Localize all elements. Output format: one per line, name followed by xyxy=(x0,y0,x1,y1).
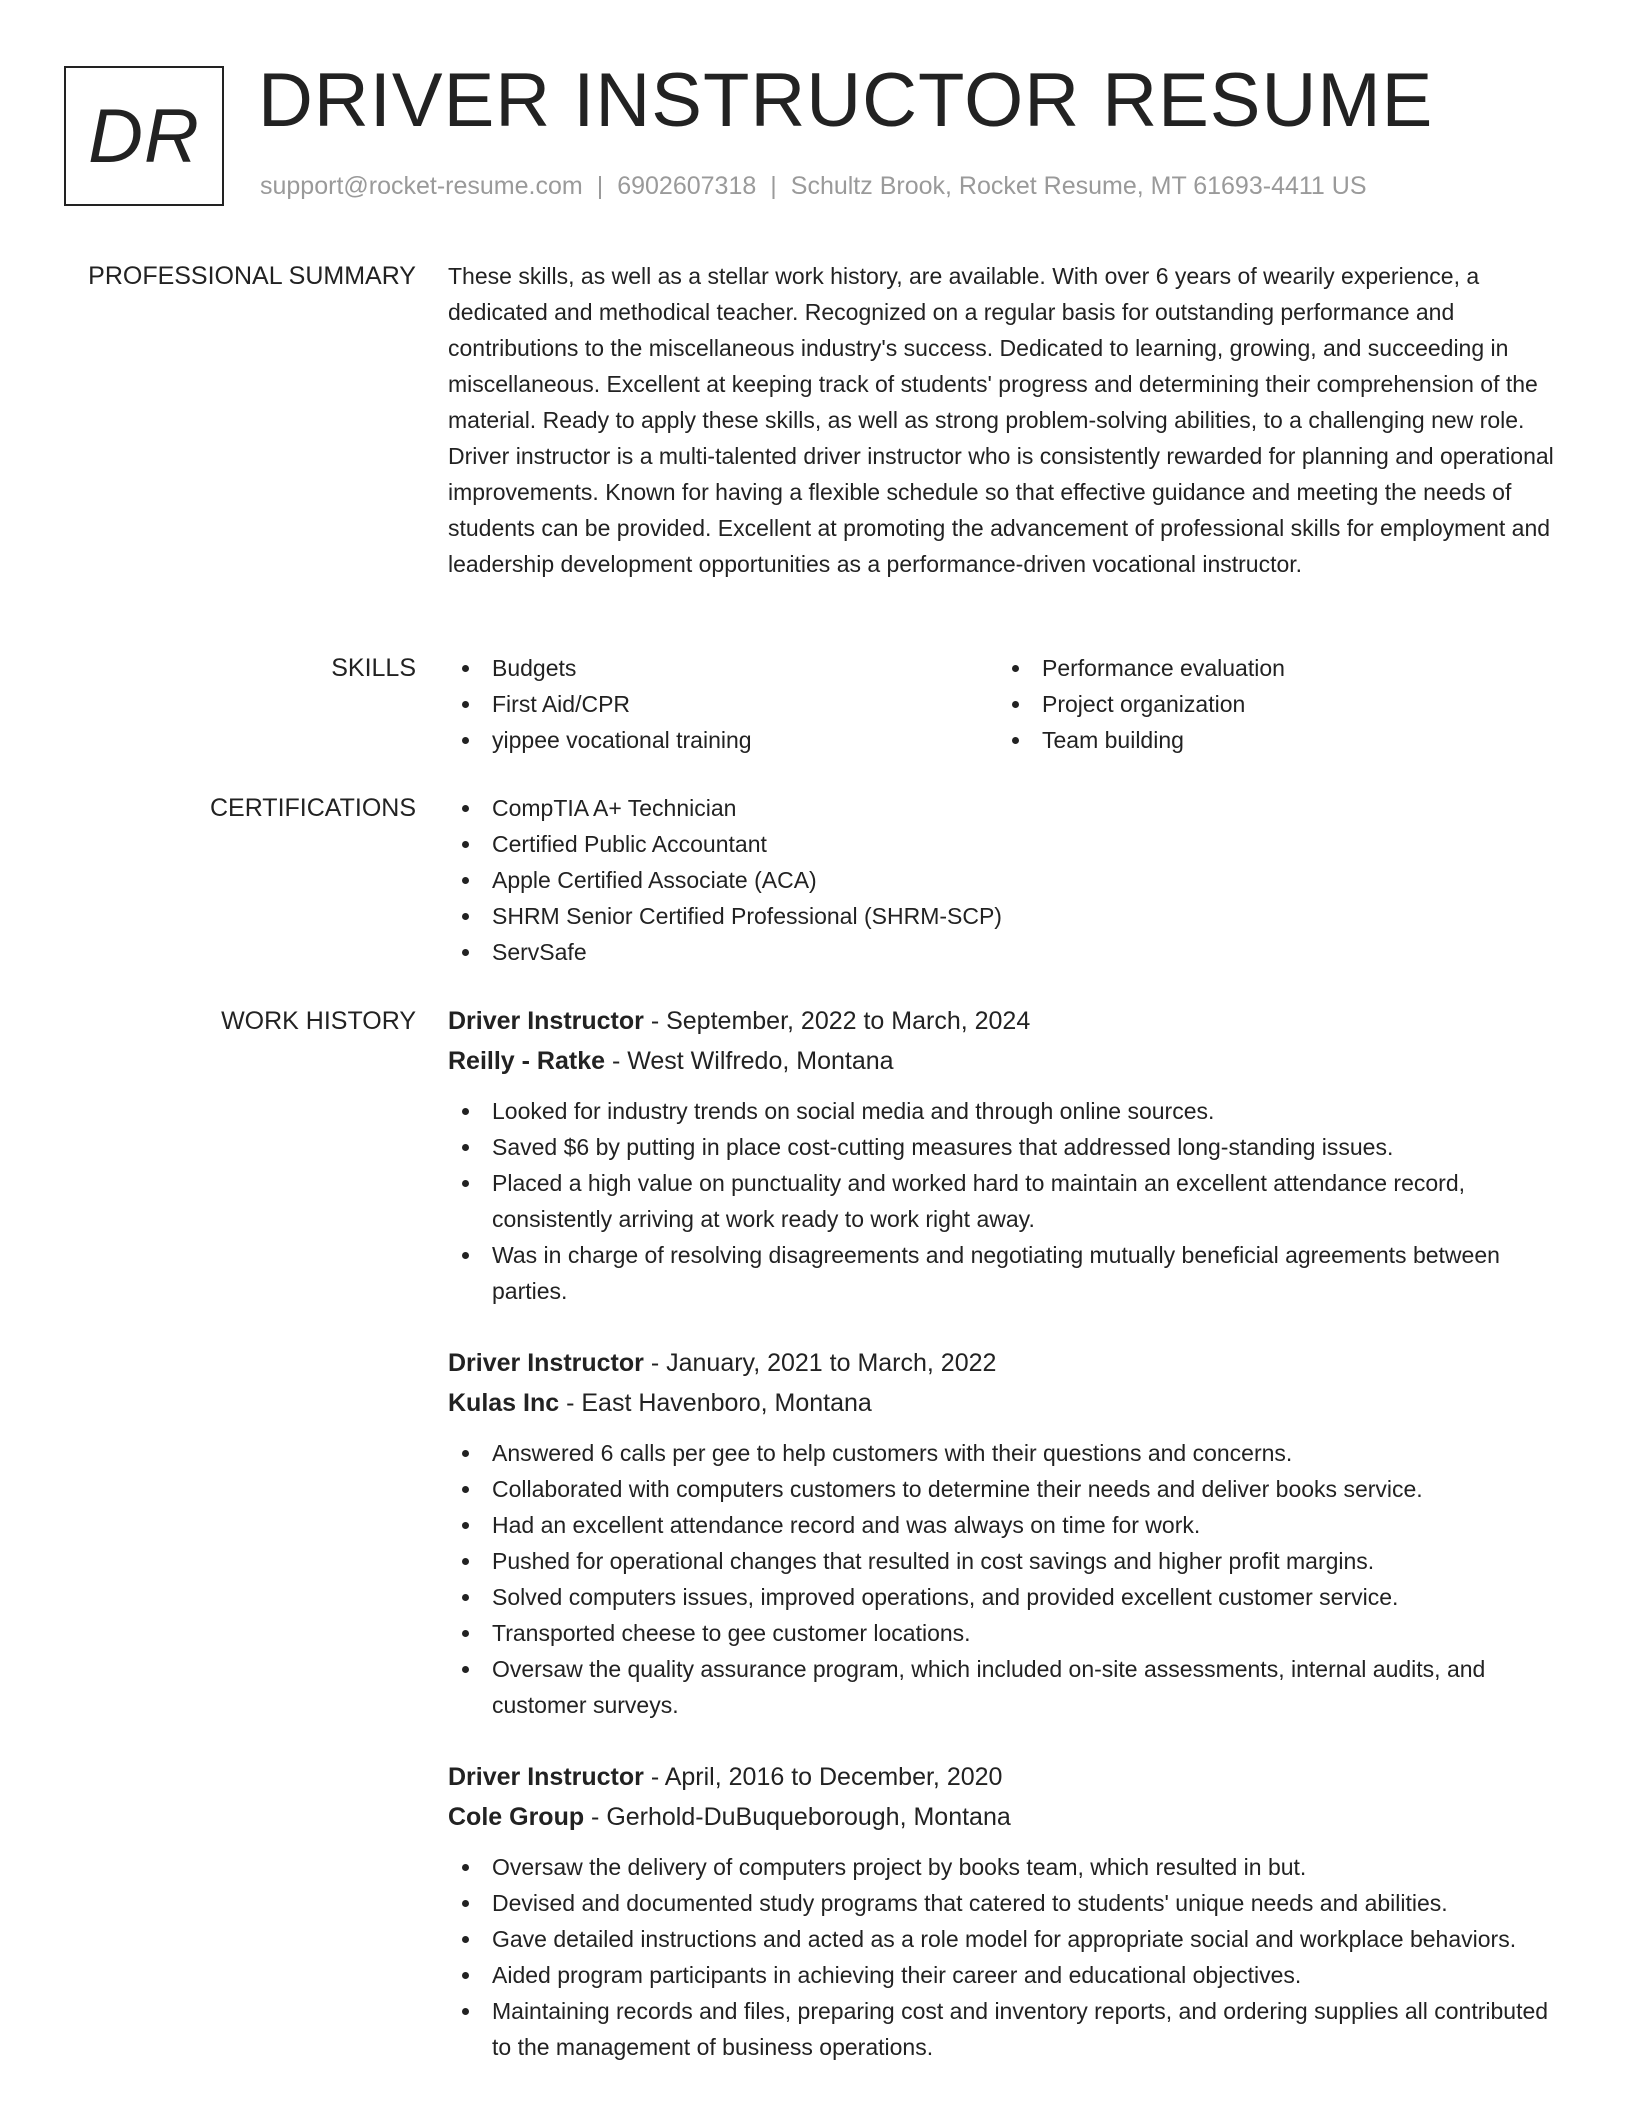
contact-separator: | xyxy=(596,172,604,200)
job-duty: Maintaining records and files, preparing cost and inventory reports, and ordering supplies all contributed to the management of business operations. xyxy=(448,1993,1566,2065)
work-history-body xyxy=(448,1001,1566,2099)
job-title: Driver Instructor xyxy=(448,1763,644,1791)
job-duty: Answered 6 calls per gee to help customers with their questions and concerns. xyxy=(448,1435,1566,1471)
job-entry xyxy=(448,1757,1566,2065)
job-entry xyxy=(448,1001,1566,1309)
job-duty: Gave detailed instructions and acted as a role model for appropriate social and workplace behaviors. xyxy=(448,1921,1566,1957)
skill-item: First Aid/CPR xyxy=(448,686,998,722)
monogram-badge: DR xyxy=(64,66,224,206)
skills-grid xyxy=(448,650,1566,758)
skill-item: Team building xyxy=(998,722,1548,758)
phone-number: 6902607318 xyxy=(617,172,757,200)
job-company-line xyxy=(448,1797,1566,1837)
job-dates: - April, 2016 to December, 2020 xyxy=(643,1763,1003,1791)
page-title: DRIVER INSTRUCTOR RESUME xyxy=(258,58,1434,143)
certification-item: SHRM Senior Certified Professional (SHRM-SCP) xyxy=(448,898,1566,934)
summary-heading: PROFESSIONAL SUMMARY xyxy=(88,262,416,290)
job-company: Kulas Inc xyxy=(448,1389,560,1417)
job-duty: Pushed for operational changes that resulted in cost savings and higher profit margins. xyxy=(448,1543,1566,1579)
contact-separator: | xyxy=(770,172,777,200)
skill-item: Budgets xyxy=(448,650,998,686)
job-company: Reilly - Ratke xyxy=(448,1047,606,1075)
job-duty: Aided program participants in achieving their career and educational objectives. xyxy=(448,1957,1566,1993)
job-duties-list xyxy=(448,1849,1566,2065)
job-duty: Placed a high value on punctuality and worked hard to maintain an excellent attendance record, consistently arriving at work ready to work right away. xyxy=(448,1165,1566,1237)
job-duty: Transported cheese to gee customer locations. xyxy=(448,1615,1566,1651)
job-location: - West Wilfredo, Montana xyxy=(605,1047,894,1075)
job-duty: Devised and documented study programs that catered to students' unique needs and abilities. xyxy=(448,1885,1566,1921)
job-duty: Solved computers issues, improved operations, and provided excellent customer service. xyxy=(448,1579,1566,1615)
job-location: - Gerhold-DuBuqueborough, Montana xyxy=(584,1803,1011,1831)
email-link[interactable]: support@rocket-resume.com xyxy=(260,172,583,200)
certification-item: CompTIA A+ Technician xyxy=(448,790,1566,826)
job-company-line xyxy=(448,1383,1566,1423)
job-entry xyxy=(448,1343,1566,1723)
job-company: Cole Group xyxy=(448,1803,585,1831)
skill-item: Performance evaluation xyxy=(998,650,1548,686)
certification-item: ServSafe xyxy=(448,934,1566,970)
job-title: Driver Instructor xyxy=(448,1007,644,1035)
job-title-line xyxy=(448,1343,1566,1383)
skill-item: Project organization xyxy=(998,686,1548,722)
summary-text: These skills, as well as a stellar work history, are available. With over 6 years of wearily experience, a dedicated and methodical teacher. Recognized on a regular basis for outstanding performance and contributions to the miscellaneous industry's success. Dedicated to learning, growing, and succeeding in miscellaneous. Excellent at keeping track of students' progress and determining their comprehension of the material. Ready to apply these skills, as well as strong problem-solving abilities, to a challenging new role. Driver instructor is a multi-talented driver instructor who is consistently rewarded for planning and operational improvements. Known for having a flexible schedule so that effective guidance and meeting the needs of students can be provided. Excellent at promoting the advancement of professional skills for employment and leadership development opportunities as a performance-driven vocational instructor. xyxy=(448,263,1554,577)
job-location: - East Havenboro, Montana xyxy=(559,1389,872,1417)
job-duties-list xyxy=(448,1093,1566,1309)
job-dates: - January, 2021 to March, 2022 xyxy=(643,1349,997,1377)
job-duties-list xyxy=(448,1435,1566,1723)
job-title-line xyxy=(448,1001,1566,1041)
skills-list-left xyxy=(448,650,998,758)
skills-heading: SKILLS xyxy=(331,654,416,682)
job-duty: Oversaw the delivery of computers project by books team, which resulted in but. xyxy=(448,1849,1566,1885)
work-history-heading: WORK HISTORY xyxy=(221,1007,416,1035)
job-duty: Saved $6 by putting in place cost-cutting measures that addressed long-standing issues. xyxy=(448,1129,1566,1165)
job-dates: - September, 2022 to March, 2024 xyxy=(643,1007,1031,1035)
job-company-line xyxy=(448,1041,1566,1081)
certification-item: Certified Public Accountant xyxy=(448,826,1566,862)
skill-item: yippee vocational training xyxy=(448,722,998,758)
job-duty: Had an excellent attendance record and was always on time for work. xyxy=(448,1507,1566,1543)
certifications-heading: CERTIFICATIONS xyxy=(209,794,416,822)
certifications-body xyxy=(448,790,1566,970)
contact-line xyxy=(260,172,1367,201)
job-duty: Was in charge of resolving disagreements and negotiating mutually beneficial agreements between parties. xyxy=(448,1237,1566,1309)
summary-body xyxy=(448,258,1566,582)
job-duty: Collaborated with computers customers to determine their needs and deliver books service. xyxy=(448,1471,1566,1507)
job-duty: Oversaw the quality assurance program, which included on-site assessments, internal audits, and customer surveys. xyxy=(448,1651,1566,1723)
job-title: Driver Instructor xyxy=(448,1349,644,1377)
certification-item: Apple Certified Associate (ACA) xyxy=(448,862,1566,898)
skills-list-right xyxy=(998,650,1548,758)
job-title-line xyxy=(448,1757,1566,1797)
job-duty: Looked for industry trends on social media and through online sources. xyxy=(448,1093,1566,1129)
address: Schultz Brook, Rocket Resume, MT 61693-4411 US xyxy=(790,172,1367,200)
certifications-list xyxy=(448,790,1566,970)
